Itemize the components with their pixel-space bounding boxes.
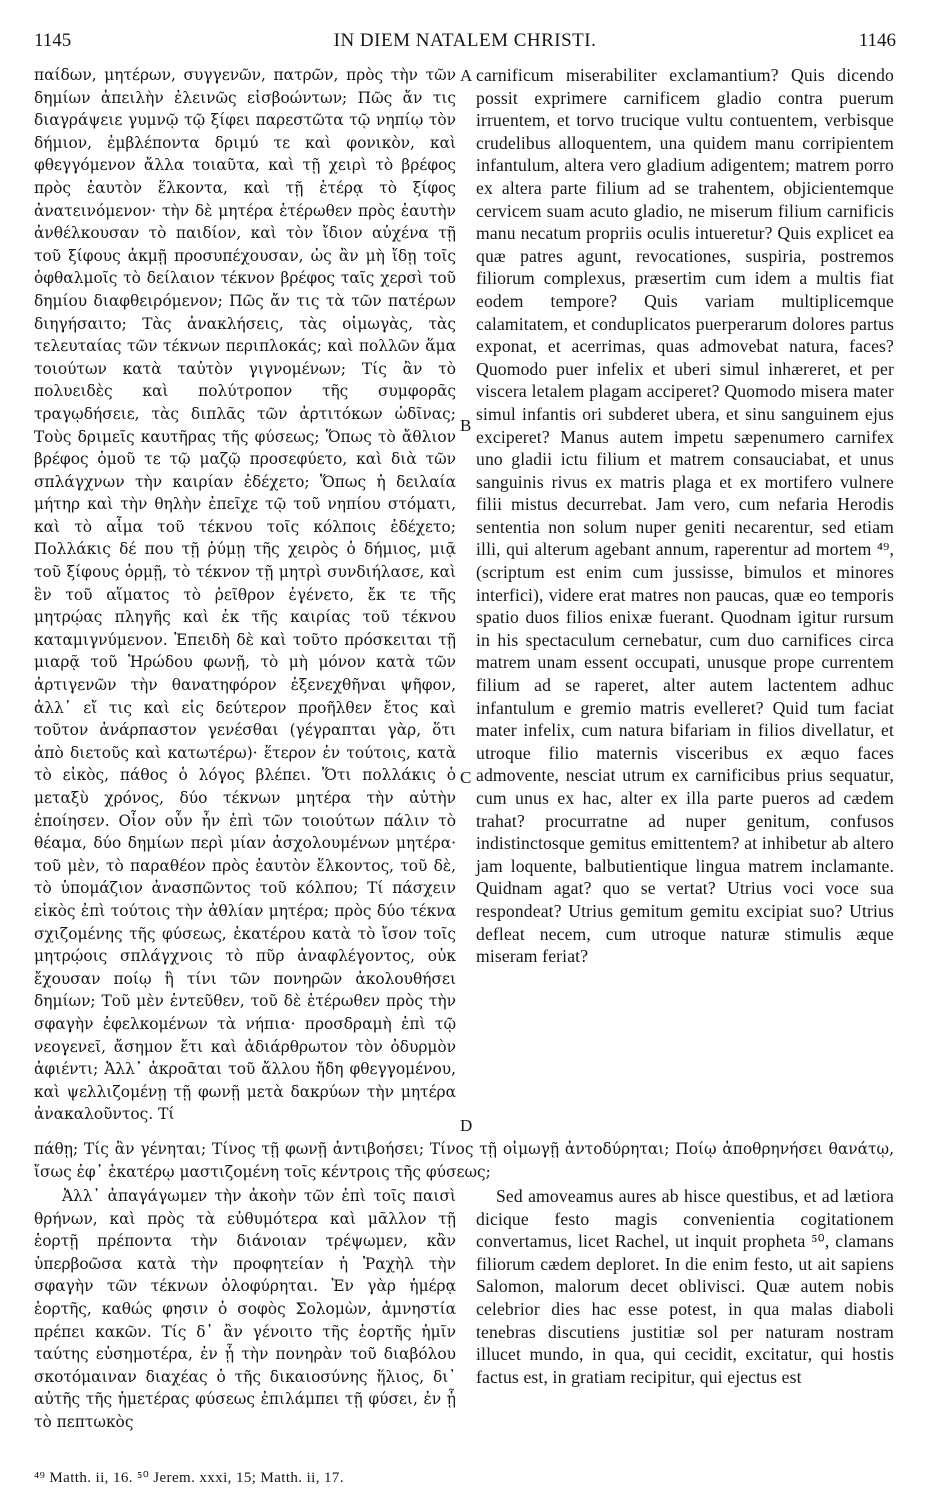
greek-column-bottom: Ἀλλ᾽ ἀπαγάγωμεν τὴν ἀκοὴν τῶν ἐπὶ τοῖς παισὶ θρήνων, καὶ πρὸς τὰ εὐθυμότερα καὶ μᾶλλον τῇ ἑορτῇ πρέποντα τὴν διάνοιαν τρέψωμεν, κἂν ὑπερβοῶσα κατὰ τὴν προφητείαν ἡ Ῥαχὴλ τὴν σφαγὴν τῶν τέκνων ὀλοφύρηται. Ἐν γὰρ ἡμέρᾳ ἑορτῆς, καθώς φησιν ὁ σοφὸς Σολομὼν, ἀμνηστία πρέπει κακῶν. Τίς δ᾽ ἂν γένοιτο τῆς ἑορτῆς ἡμῖν ταύτης εὐσημοτέρα, ἐν ᾗ τὴν πονηρὰν τοῦ διαβόλου σκοτόμαιναν διαχέας ὁ τῆς δικαιοσύνης ἥλιος, δι᾽ αὐτῆς τῆς ἡμετέρας φύσεως ἐπιλάμπει τῇ φύσει, ἐν ᾗ τὸ πεπτωκὸς: [34, 1187, 456, 1431]
margin-letter-a: A: [460, 66, 473, 85]
footnotes: ⁴⁹ Matth. ii, 16. ⁵⁰ Jerem. xxxi, 15; Matth. ii, 17.: [34, 1470, 344, 1486]
margin-letter-d: D: [460, 1116, 473, 1135]
margin-letter-c: C: [460, 768, 472, 787]
right-column-number: 1146: [858, 30, 896, 51]
latin-column-top: carnificum miserabiliter exclamantium? Quis dicendo possit exprimere carnificem gladio contra puerum irruentem, et torvo trucique vultu contuentem, verbisque crudelibus alloquentem, una quidem manu corripientem infantulum, altera vero gladium adigentem; matrem porro ex altera parte filium ad se trahentem, objicientemque cervicem suam acuto gladio, ne miserum filium carnificis manu necatum propriis oculis intueretur? Quis explicet ea quæ patres agunt, revocationes, suspiria, postremos filiorum complexus, præsertim cum idem a multis fiat eodem tempore? Quis variam multiplicemque calamitatem, et conduplicatos puerperarum dolores partus exponat, et acerrimas, quas admovebat natura, faces? Quomodo puer infelix et uberi simul inhæreret, et per viscera letalem plagam acciperet? Quomodo misera mater simul infantis ori subderet ubera, et sinu sanguinem ejus exciperet? Manus autem impetu sæpenumero carnifex uno gladii ictu filium et matrem consauciabat, et unus sanguinis rivus ex matris plaga et ex mortifero vulnere filii mistus decurrebat. Jam vero, cum nefaria Herodis sententia non solum nuper geniti necarentur, sed etiam illi, qui alterum agebant annum, raperentur ad mortem ⁴⁹, (scriptum est enim cum jussisse, bimulos et minores interfici), videre erat matres non paucas, quæ eo temporis spatio duos filios enixæ fuerant. Quodnam igitur rursum in his spectaculum cernebatur, cum duo carnifices circa matrem unam essent occupati, unusque prope currentem filium ad se raperet, alter autem lactentem adhuc infantulum e gremio matris evelleret? Quid tum faciat mater infelix, cum natura bifariam in filios divellatur, et utroque filio maternis visceribus ex æquo faces admovente, nesciat utrum ex carnificibus prius sequatur, cum unus ex hac, alter ex illa parte pueros ad cædem trahat? procurratne ad nuper genitum, confusos indistinctosque gemitus emittentem? at inhibetur ab altero jam loquente, balbutientique lingua matrem inclamante. Quidnam agat? quo se vertat? Utrius voci voce sua respondeat? Utrius gemitum gemitu excipiat suo? Utrius defleat necem, cum utroque naturæ stimulis æque miseram feriat?: [476, 65, 894, 967]
latin-column-bottom: Sed amoveamus aures ab hisce questibus, et ad lætiora dicique festo magis convenientia cogitationem convertamus, licet Rachel, ut inquit propheta ⁵⁰, clamans filiorum cædem deploret. In die enim festo, ut ait sapiens Salomon, malorum decet oblivisci. Quæ autem nobis celebrior dies hac esse potest, in qua malas diaboli tenebras discutiens justitiæ sol per naturam nostram illucet mundo, in qua, qui cecidit, excitatur, qui hostis factus est, in gratiam recipitur, qui ejectus est: [476, 1186, 894, 1387]
margin-letter-b: B: [460, 416, 472, 435]
greek-fullwidth-lines: πάθῃ; Τίς ἂν γένηται; Τίνος τῇ φωνῇ ἀντιβοήσει; Τίνος τῇ οἰμωγῇ ἀντοδύρηται; Ποίῳ ἀποθρηνήσει θανάτῳ, ἴσως ἐφ᾽ ἑκατέρῳ μαστιζομένη τοῖς κέντροις τῆς φύσεως;: [34, 1140, 894, 1181]
running-title: IN DIEM NATALEM CHRISTI.: [333, 30, 597, 51]
greek-column-top: παίδων, μητέρων, συγγενῶν, πατρῶν, πρὸς τὴν τῶν δημίων ἀπειλὴν ἐλεινῶς εἰσβοώντων; Πῶς ἄν τις διαγράψειε γυμνῷ τῷ ξίφει παρεστῶτα τῷ νηπίῳ τὸν δήμιον, ἐμβλέποντα δριμύ τε καὶ φονικὸν, καὶ φθεγγόμενον ἄλλα τοιαῦτα, καὶ τῇ χειρὶ τὸ βρέφος πρὸς ἑαυτὸν ἕλκοντα, καὶ τῇ ἑτέρᾳ τὸ ξίφος ἀνατεινόμενον· τὴν δὲ μητέρα ἑτέρωθεν πρὸς ἑαυτὴν ἀνθέλκουσαν τὸ παιδίον, καὶ τὸν ἴδιον αὐχένα τῇ τοῦ ξίφους ἀκμῇ προσυπέχουσαν, ὡς ἂν μὴ ἴδῃ τοῖς ὀφθαλμοῖς τὸ δείλαιον τέκνον βρέφος ταῖς χερσὶ τοῦ δημίου διαφθειρόμενον; Πῶς ἄν τις τὰ τῶν πατέρων διηγήσαιτο; Τὰς ἀνακλήσεις, τὰς οἰμωγὰς, τὰς τελευταίας τῶν τέκνων περιπλοκάς; καὶ πολλῶν ἅμα τοιούτων κατὰ ταὐτὸν γιγνομένων; Τίς ἂν τὸ πολυειδὲς καὶ πολύτροπον τῆς συμφορᾶς τραγῳδήσειε, τὰς διπλᾶς τῶν ἀρτιτόκων ὠδῖνας; Τοὺς δριμεῖς καυτῆρας τῆς φύσεως; Ὅπως τὸ ἄθλιον βρέφος ὁμοῦ τε τῷ μαζῷ προσεφύετο, καὶ διὰ τῶν σπλάγχνων τὴν καιρίαν ἐδέχετο; Ὅπως ἡ δειλαία μήτηρ καὶ τὴν θηλὴν ἐπεῖχε τῷ τοῦ νηπίου στόματι, καὶ τὸ αἷμα τοῦ τέκνου τοῖς κόλποις ἐδέχετο; Πολλάκις δέ που τῇ ῥύμῃ τῆς χειρὸς ὁ δήμιος, μιᾷ τοῦ ξίφους ὁρμῇ, τὸ τέκνον τῇ μητρὶ συνδιήλασε, καὶ ἓν τοῦ αἵματος τὸ ῥεῖθρον ἐγένετο, ἔκ τε τῆς μητρῴας πληγῆς καὶ ἐκ τῆς καιρίας τοῦ τέκνου καταμιγνύμενον. Ἐπειδὴ δὲ καὶ τοῦτο πρόσκειται τῇ μιαρᾷ τοῦ Ἡρώδου φωνῇ, τὸ μὴ μόνον κατὰ τῶν ἀρτιγενῶν τὴν θανατηφόρον ἐξενεχθῆναι ψῆφον, ἀλλ᾽ εἴ τις καὶ εἰς δεύτερον προῆλθεν ἔτος καὶ τοῦτον ἀνάρπαστον γενέσθαι (γέγραπται γὰρ, ὅτι ἀπὸ διετοῦς καὶ κατωτέρω)· ἕτερον ἐν τούτοις, κατὰ τὸ εἰκὸς, πάθος ὁ λόγος βλέπει. Ὅτι πολλάκις ὁ μεταξὺ χρόνος, δύο τέκνων μητέρα τὴν αὐτὴν ἐποίησεν. Οἷον οὖν ἦν ἐπὶ τῶν τοιούτων πάλιν τὸ θέαμα, δύο δημίων περὶ μίαν ἀσχολουμένων μητέρα· τοῦ μὲν, τὸ παραθέον πρὸς ἑαυτὸν ἕλκοντος, τοῦ δὲ, τὸ ὑπομάζιον ἀνασπῶντος τοῦ κόλπου; Τί πάσχειν εἰκὸς ἐπὶ τούτοις τὴν ἀθλίαν μητέρα; πρὸς δύο τέκνα σχιζομένης τῆς φύσεως, ἑκατέρου κατὰ τὸ ἴσον τοῖς μητρῴοις σπλάγχνοις τὸ πῦρ ἀναφλέγοντος, οὐκ ἔχουσαν ποίῳ ἢ τίνι τῶν πονηρῶν ἀκολουθήσει δημίων; Τοῦ μὲν ἐντεῦθεν, τοῦ δὲ ἑτέρωθεν πρὸς τὴν σφαγὴν ἐφελκομένων τὰ νήπια· προσδραμὴ ἐπὶ τῷ νεογενεῖ, ἄσημον ἔτι καὶ ἀδιάρθρωτον τὸν ὀδυρμὸν ἀφιέντι; Ἀλλ᾽ ἀκροᾶται τοῦ ἄλλου ἤδη φθεγγομένου, καὶ ψελλιζομένῃ τῇ φωνῇ μετὰ δακρύων τὴν μητέρα ἀνακαλοῦντος. Τί: [34, 66, 456, 1124]
page-header: [34, 30, 896, 56]
left-column-number: 1145: [34, 30, 72, 51]
